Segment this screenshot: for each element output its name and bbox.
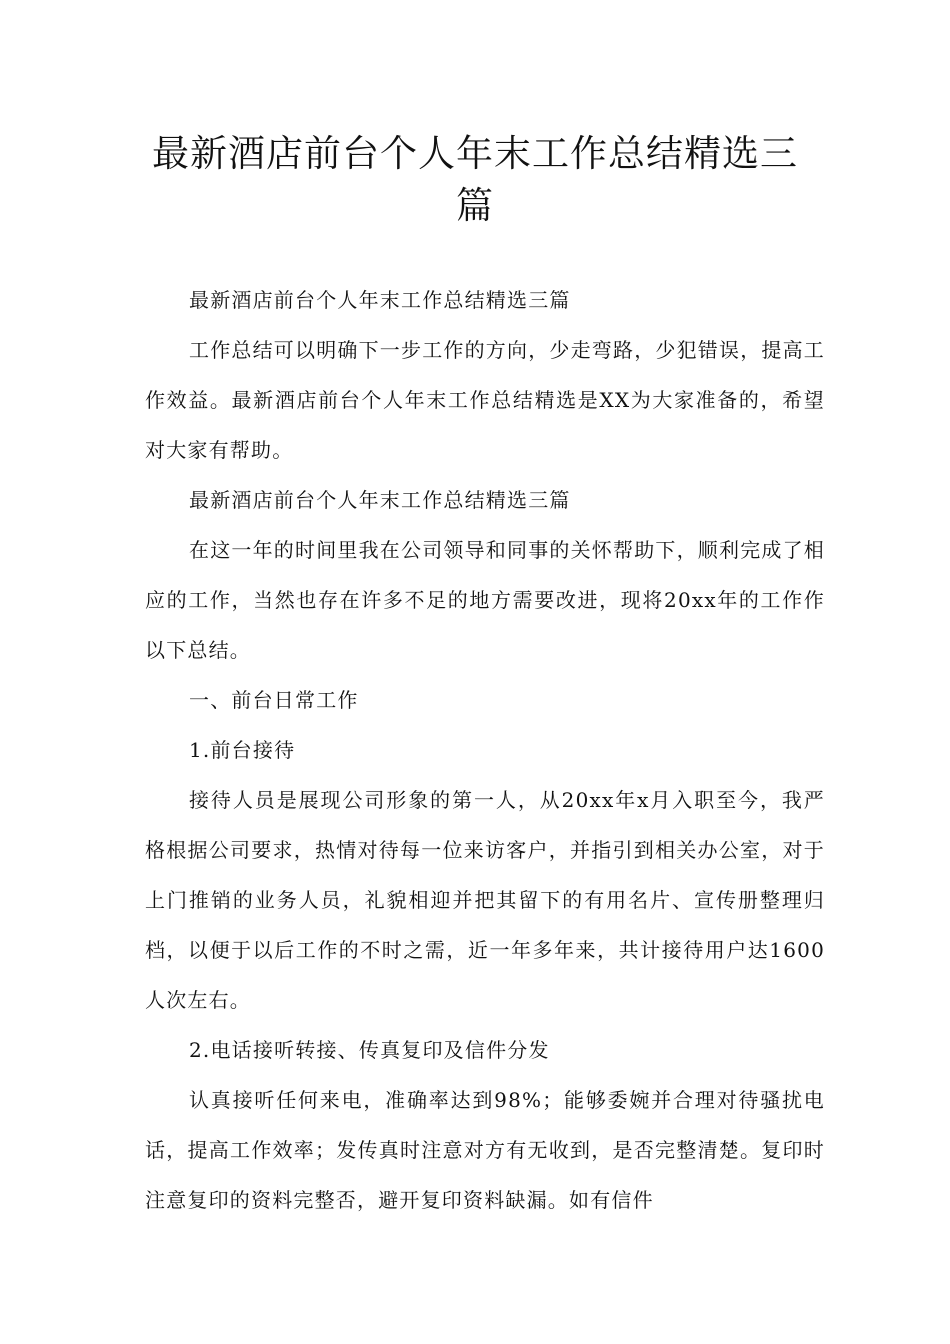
paragraph-subtitle: 最新酒店前台个人年末工作总结精选三篇 [189,288,571,312]
document-title: 最新酒店前台个人年末工作总结精选三篇 [152,132,798,227]
paragraph-reception: 接待人员是展现公司形象的第一人，从20xx年x月入职至今，我严格根据公司要求，热情对待每一位来访客户，并指引到相关办公室，对于上门推销的业务人员，礼貌相迎并把其留下的有用名片、宣传册整理归档，以便于以后工作的不时之需，近一年多年来，共计接待用户达1600人次左右。 [145,788,825,1012]
paragraph-phone-fax-mail: 认真接听任何来电，准确率达到98%；能够委婉并合理对待骚扰电话，提高工作效率；发传真时注意对方有无收到，是否完整清楚。复印时注意复印的资料完整否，避开复印资料缺漏。如有信件 [145,1088,825,1212]
subheading-phone-fax-mail: 2.电话接听转接、传真复印及信件分发 [189,1038,550,1062]
section-heading-daily-work: 一、前台日常工作 [189,688,359,712]
paragraph-intro: 工作总结可以明确下一步工作的方向，少走弯路，少犯错误，提高工作效益。最新酒店前台个人年末工作总结精选是XX为大家准备的，希望对大家有帮助。 [145,338,825,462]
subheading-reception: 1.前台接待 [189,738,296,762]
paragraph-opening: 在这一年的时间里我在公司领导和同事的关怀帮助下，顺利完成了相应的工作，当然也存在许多不足的地方需要改进，现将20xx年的工作作以下总结。 [145,538,825,662]
paragraph-subtitle-repeat: 最新酒店前台个人年末工作总结精选三篇 [189,488,571,512]
